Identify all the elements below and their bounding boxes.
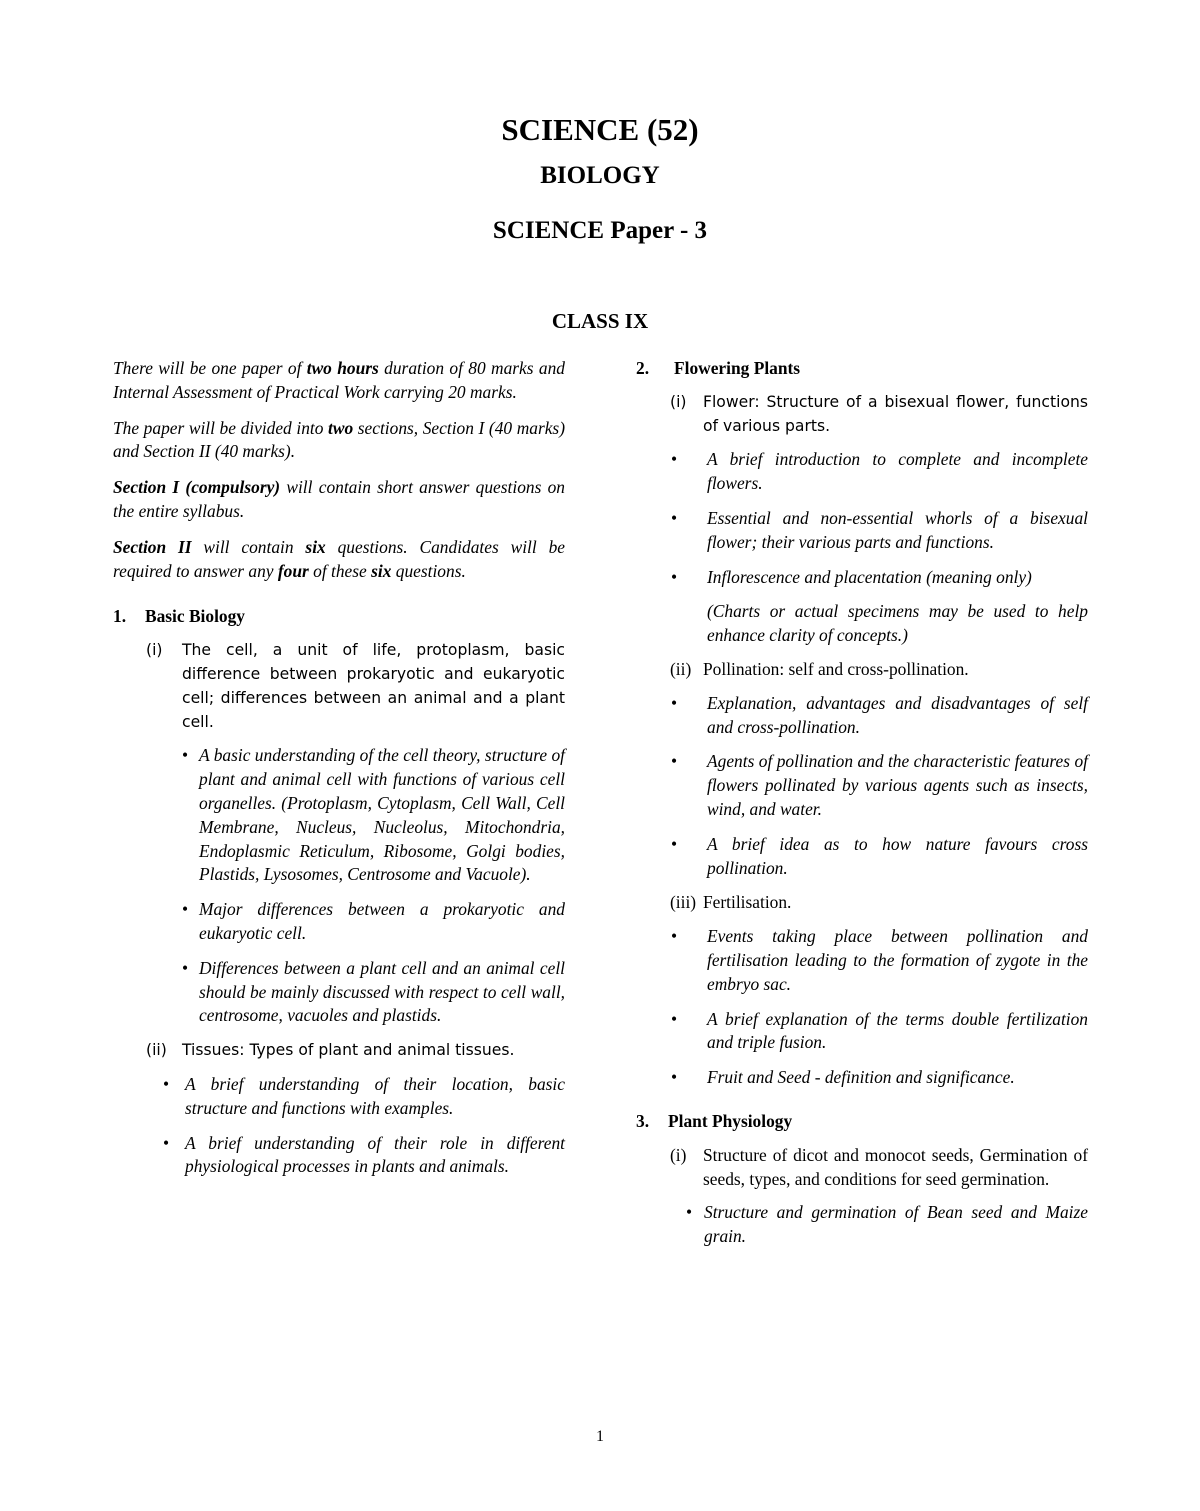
text-run: questions. Candidates will be required to answer any bbox=[113, 536, 565, 581]
intro-paragraph-2 bbox=[113, 417, 565, 465]
bullet-text: A brief idea as to how nature favours cross pollination. bbox=[707, 833, 1088, 878]
bullet-icon: • bbox=[671, 1008, 678, 1029]
subsection-label: (iii) bbox=[670, 892, 697, 913]
bullet-icon: • bbox=[671, 449, 678, 470]
subsection-pollination bbox=[670, 658, 1088, 682]
bullet-list-pollination bbox=[636, 692, 1088, 881]
bullet-text: Agents of pollination and the characteristic features of flowers pollinated by various agents such as insects, wind, and water. bbox=[707, 751, 1088, 819]
subsection-label: (ii) bbox=[146, 1041, 167, 1060]
text-run: six bbox=[305, 536, 326, 557]
text-run: The paper will be divided into bbox=[113, 417, 329, 438]
bullet-icon: • bbox=[671, 692, 678, 713]
section-heading-flowering-plants bbox=[636, 357, 1088, 381]
subsection-text: Flower: Structure of a bisexual flower, functions of various parts. bbox=[703, 392, 1088, 435]
list-item bbox=[130, 1132, 565, 1180]
bullet-text: Fruit and Seed - definition and significance. bbox=[707, 1067, 1015, 1088]
page-number: 1 bbox=[596, 1428, 604, 1445]
section-title: Flowering Plants bbox=[674, 358, 801, 378]
doc-title: SCIENCE (52) bbox=[501, 112, 699, 147]
list-item bbox=[146, 898, 565, 946]
bullet-text: Events taking place between pollination and fertilisation leading to the formation of zygote in the embryo sac. bbox=[707, 926, 1088, 994]
list-item bbox=[130, 1073, 565, 1121]
bullet-text: A brief understanding of their role in different physiological processes in plants and animals. bbox=[185, 1132, 565, 1177]
subsection-cell bbox=[146, 639, 565, 734]
list-item bbox=[636, 1008, 1088, 1056]
text-run: of these bbox=[308, 560, 372, 581]
subsection-label: (i) bbox=[670, 1144, 687, 1165]
list-item bbox=[636, 507, 1088, 555]
intro-paragraph-1 bbox=[113, 357, 565, 405]
bullet-list-fertilisation bbox=[636, 925, 1088, 1090]
bullet-text: Inflorescence and placentation (meaning only) bbox=[707, 566, 1032, 587]
bullet-text: Essential and non-essential whorls of a bisexual flower; their various parts and functions. bbox=[707, 507, 1088, 552]
subsection-tissues bbox=[146, 1039, 565, 1063]
bullet-icon: • bbox=[671, 566, 678, 587]
bullet-text: A brief explanation of the terms double fertilization and triple fusion. bbox=[707, 1008, 1088, 1053]
subsection-text: Tissues: Types of plant and animal tissues. bbox=[182, 1041, 515, 1060]
text-run: Section II bbox=[113, 536, 192, 557]
subsection-label: (i) bbox=[146, 641, 163, 660]
intro-paragraph-4 bbox=[113, 536, 565, 584]
paper-title: SCIENCE Paper - 3 bbox=[492, 217, 708, 244]
text-run: sections, Section I (40 marks) and Section II (40 marks). bbox=[113, 417, 565, 462]
list-item bbox=[664, 1201, 1088, 1249]
bullet-icon: • bbox=[182, 899, 189, 920]
subsection-seeds bbox=[670, 1144, 1088, 1192]
list-item bbox=[636, 1066, 1088, 1090]
bullet-text: A brief introduction to complete and incomplete flowers. bbox=[707, 449, 1088, 494]
text-run: Section I (compulsory) bbox=[113, 477, 281, 498]
section-number: 1. bbox=[113, 606, 127, 627]
bullet-list-tissues bbox=[130, 1073, 565, 1179]
text-run: four bbox=[277, 560, 309, 581]
text-run: questions. bbox=[391, 560, 466, 581]
bullet-icon: • bbox=[671, 833, 678, 854]
list-item bbox=[146, 744, 565, 887]
bullet-list-cell bbox=[146, 744, 565, 1028]
left-column bbox=[113, 357, 565, 1190]
bullet-icon: • bbox=[182, 745, 189, 766]
section-number: 3. bbox=[636, 1110, 650, 1131]
bullet-text: A basic understanding of the cell theory, structure of plant and animal cell with functions of various cell organelles. (Protoplasm, Cytoplasm, Cell Wall, Cell Membrane, Nucleus, Nucleolus, Mitochondria, Endoplasmic Reticulum, Ribosome, Golgi bodies, Plastids, Lysosomes, Centrosome and Vacuole). bbox=[199, 745, 565, 885]
bullet-icon: • bbox=[671, 751, 678, 772]
subsection-label: (i) bbox=[670, 392, 687, 411]
section-title: Plant Physiology bbox=[668, 1110, 793, 1131]
list-item bbox=[636, 750, 1088, 821]
bullet-text: A brief understanding of their location, basic structure and functions with examples. bbox=[185, 1073, 565, 1118]
subsection-label: (ii) bbox=[670, 658, 692, 679]
text-run: duration of 80 marks and Internal Assessment of Practical Work carrying 20 marks. bbox=[113, 358, 565, 402]
bullet-icon: • bbox=[671, 507, 678, 528]
subsection-text: Fertilisation. bbox=[703, 892, 792, 913]
text-run: two hours bbox=[306, 358, 379, 378]
bullet-icon: • bbox=[163, 1073, 170, 1094]
class-heading: CLASS IX bbox=[551, 309, 649, 333]
right-column bbox=[636, 357, 1088, 1260]
list-item bbox=[636, 925, 1088, 996]
bullet-text: Major differences between a prokaryotic and eukaryotic cell. bbox=[199, 899, 565, 943]
section-number: 2. bbox=[636, 358, 650, 378]
bullet-text: Differences between a plant cell and an animal cell should be mainly discussed with respect to cell wall, centrosome, vacuoles and plastids. bbox=[199, 957, 565, 1026]
subsection-text: Pollination: self and cross-pollination. bbox=[703, 658, 969, 679]
list-item bbox=[636, 833, 1088, 881]
bullet-text: Structure and germination of Bean seed and Maize grain. bbox=[704, 1202, 1088, 1247]
list-item bbox=[636, 692, 1088, 740]
bullet-icon: • bbox=[163, 1132, 170, 1153]
section-heading-basic-biology bbox=[113, 605, 565, 629]
subsection-text: Structure of dicot and monocot seeds, Germination of seeds, types, and conditions for seed germination. bbox=[703, 1144, 1088, 1189]
text-run: There will be one paper of bbox=[113, 358, 307, 378]
text-run: will contain bbox=[191, 536, 306, 557]
text-run: six bbox=[371, 560, 392, 581]
bullet-text: Explanation, advantages and disadvantages of self and cross-pollination. bbox=[707, 692, 1088, 737]
subsection-text: The cell, a unit of life, protoplasm, basic difference between prokaryotic and eukaryotic cell; differences between an animal and a plant cell. bbox=[182, 641, 565, 731]
bullet-icon: • bbox=[686, 1202, 693, 1223]
note-charts: (Charts or actual specimens may be used to help enhance clarity of concepts.) bbox=[707, 601, 1088, 646]
list-item bbox=[636, 566, 1088, 590]
subsection-fertilisation bbox=[670, 891, 1088, 915]
text-run: will contain short answer questions on the entire syllabus. bbox=[113, 477, 566, 521]
bullet-list-seeds bbox=[664, 1201, 1088, 1249]
bullet-list-flower bbox=[636, 448, 1088, 589]
intro-paragraph-3 bbox=[113, 476, 565, 524]
bullet-icon: • bbox=[671, 1067, 678, 1088]
section-title: Basic Biology bbox=[145, 606, 246, 627]
bullet-icon: • bbox=[182, 957, 189, 978]
intro-block bbox=[113, 357, 565, 583]
list-item bbox=[636, 448, 1088, 496]
subsection-flower bbox=[670, 391, 1088, 439]
bullet-icon: • bbox=[671, 926, 678, 947]
list-item bbox=[146, 957, 565, 1028]
subject-title: BIOLOGY bbox=[540, 162, 660, 189]
text-run: two bbox=[328, 417, 354, 438]
section-heading-plant-physiology bbox=[636, 1110, 1088, 1134]
